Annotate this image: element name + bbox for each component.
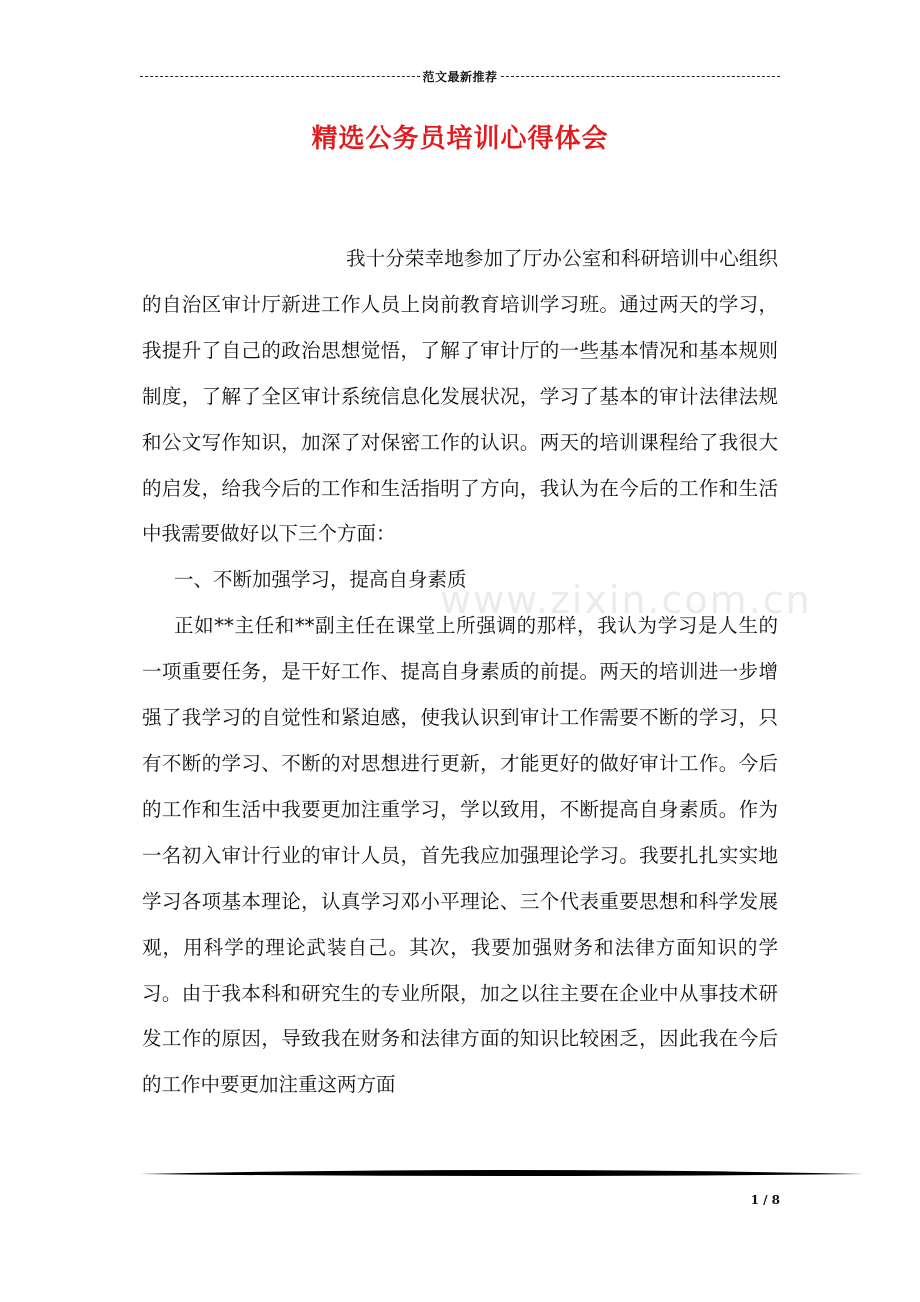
page-number: 1 / 8 [750,1193,780,1207]
paragraph-section-1: 正如**主任和**副主任在课堂上所强调的那样，我认为学习是人生的一项重要任务，是干好工作、提高自身素质的前提。两天的培训进一步增强了我学习的自觉性和紧迫感，使我认识到审计工作需要不断的学习，只有不断的学习、不断的对思想进行更新，才能更好的做好审计工作。今后的工作和生活中我要更加注重学习，学以致用，不断提高自身素质。作为一名初入审计行业的审计人员，首先我应加强理论学习。我要扎扎实实地学习各项基本理论，认真学习邓小平理论、三个代表重要思想和科学发展观，用科学的理论武装自己。其次，我要加强财务和法律方面知识的学习。由于我本科和研究生的专业所限，加之以往主要在企业中从事技术研发工作的原因，导致我在财务和法律方面的知识比较困乏，因此我在今后的工作中要更加注重这两方面 [142,614,778,1097]
paragraph-intro: 我十分荣幸地参加了厅办公室和科研培训中心组织的自治区审计厅新进工作人员上岗前教育培训学习班。通过两天的学习，我提升了自己的政治思想觉悟，了解了审计厅的一些基本情况和基本规则制度，了解了全区审计系统信息化发展状况，学习了基本的审计法律法规和公文写作知识，加深了对保密工作的认识。两天的培训课程给了我很大的启发，给我今后的工作和生活指明了方向，我认为在今后的工作和生活中我需要做好以下三个方面： [142,247,778,546]
page-header [140,68,780,85]
section-heading-1: 一、不断加强学习，提高自身素质 [174,568,467,592]
header-label: 范文最新推荐 [422,70,498,84]
document-title: 精选公务员培训心得体会 [311,124,609,154]
footer-rule [140,1166,864,1182]
document-body [142,236,778,1108]
header-dash-left [140,76,420,77]
header-dash-right [501,76,780,77]
watermark: www.zixin.com.cn [440,578,812,622]
